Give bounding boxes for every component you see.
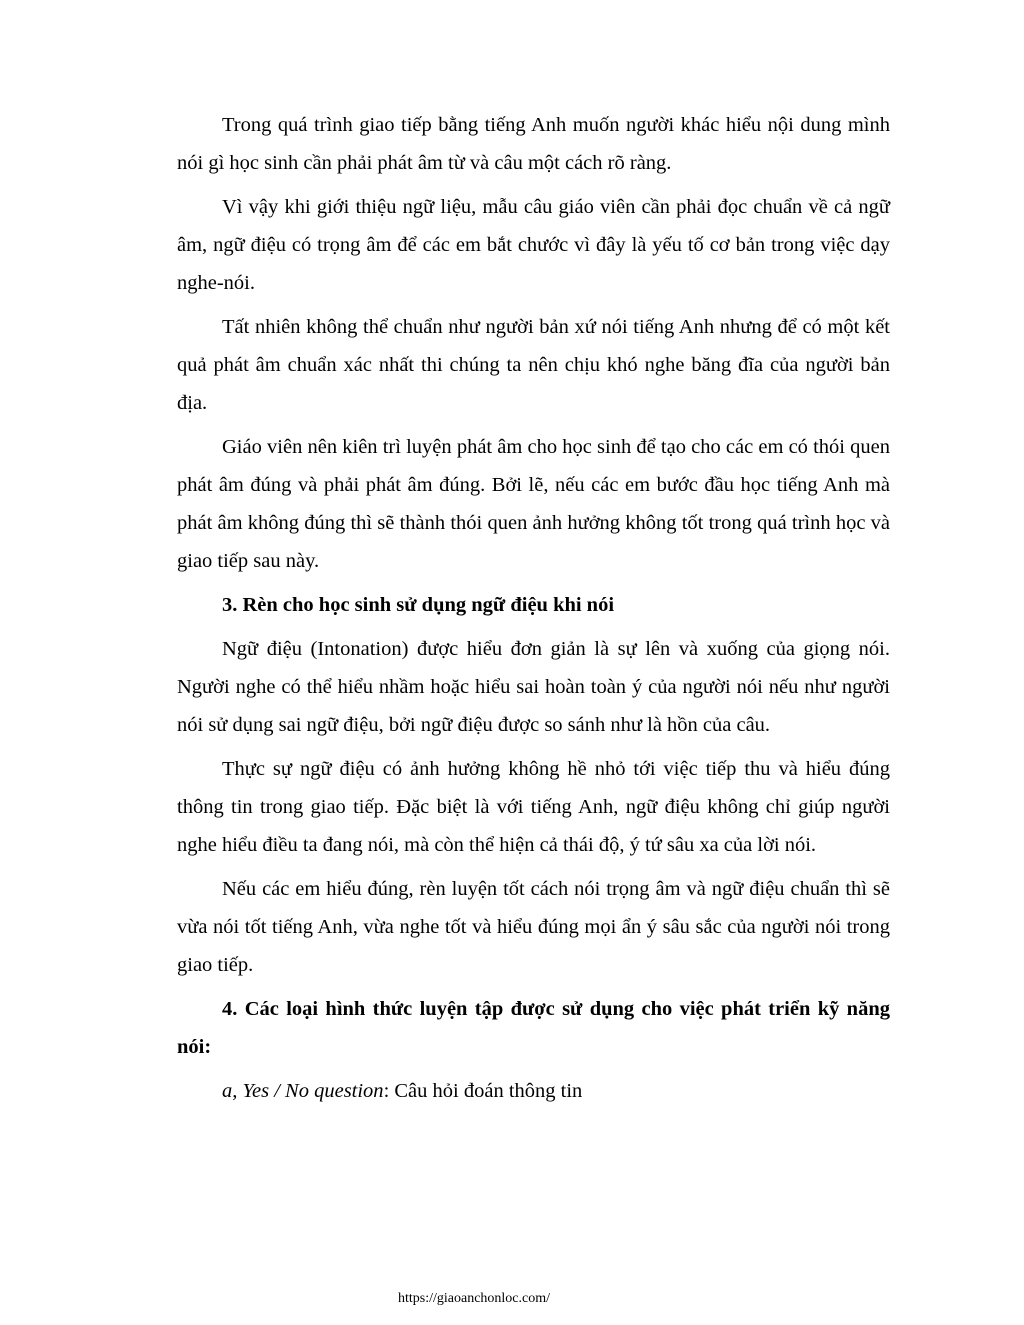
paragraph: Vì vậy khi giới thiệu ngữ liệu, mẫu câu giáo viên cần phải đọc chuẩn về cả ngữ âm, ngữ điệu có trọng âm để các em bắt chước vì đây là yếu tố cơ bản trong việc dạy nghe-nói. (177, 196, 890, 294)
paragraph: Tất nhiên không thể chuẩn như người bản xứ nói tiếng Anh nhưng để có một kết quả phát âm chuẩn xác nhất thi chúng ta nên chịu khó nghe băng đĩa của người bản địa. (177, 316, 890, 414)
paragraph: Nếu các em hiểu đúng, rèn luyện tốt cách nói trọng âm và ngữ điệu chuẩn thì sẽ vừa nói tốt tiếng Anh, vừa nghe tốt và hiểu đúng mọi ẩn ý sâu sắc của người nói trong giao tiếp. (177, 878, 890, 976)
section-heading-3: 3. Rèn cho học sinh sử dụng ngữ điệu khi nói (222, 594, 615, 616)
section-heading-4: 4. Các loại hình thức luyện tập được sử dụng cho việc phát triển kỹ năng nói: (177, 998, 890, 1058)
paragraph: Trong quá trình giao tiếp bằng tiếng Anh muốn người khác hiểu nội dung mình nói gì học sinh cần phải phát âm từ và câu một cách rõ ràng. (177, 114, 890, 174)
paragraph: Ngữ điệu (Intonation) được hiểu đơn giản là sự lên và xuống của giọng nói. Người nghe có thể hiểu nhầm hoặc hiểu sai hoàn toàn ý của người nói nếu như người nói sử dụng sai ngữ điệu, bởi ngữ điệu được so sánh như là hồn của câu. (177, 638, 890, 736)
footer-url: https://giaoanchonloc.com/ (397, 1291, 551, 1306)
question-type-description: : Câu hỏi đoán thông tin (383, 1080, 583, 1102)
paragraph: Thực sự ngữ điệu có ảnh hưởng không hề nhỏ tới việc tiếp thu và hiểu đúng thông tin trong giao tiếp. Đặc biệt là với tiếng Anh, ngữ điệu không chỉ giúp người nghe hiểu điều ta đang nói, mà còn thể hiện cả thái độ, ý tứ sâu xa của lời nói. (177, 758, 890, 856)
question-type-label: a, Yes / No question (222, 1080, 384, 1102)
document-body (177, 106, 890, 1110)
question-type-line (177, 1072, 890, 1110)
paragraph: Giáo viên nên kiên trì luyện phát âm cho học sinh để tạo cho các em có thói quen phát âm đúng và phải phát âm đúng. Bởi lẽ, nếu các em bước đầu học tiếng Anh mà phát âm không đúng thì sẽ thành thói quen ảnh hưởng không tốt trong quá trình học và giao tiếp sau này. (177, 436, 890, 572)
